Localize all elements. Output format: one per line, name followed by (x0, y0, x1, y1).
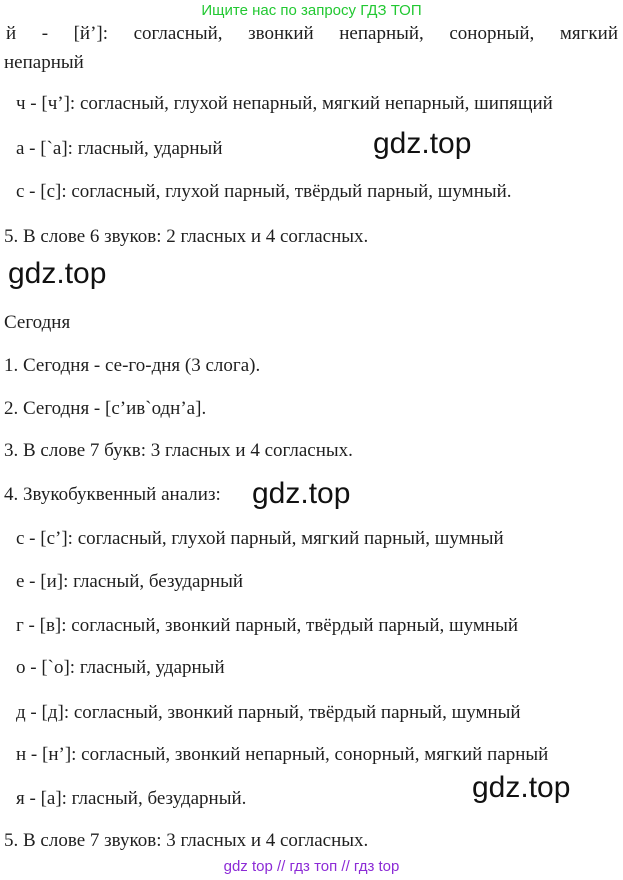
text-line-19: 5. В слове 7 звуков: 3 гласных и 4 согласных. (4, 830, 369, 851)
header-banner: Ищите нас по запросу ГДЗ ТОП (201, 2, 422, 19)
text-line-13: е - [и]: гласный, безударный (16, 571, 244, 592)
watermark-1: gdz.top (373, 127, 472, 160)
text-line-9: 2. Сегодня - [с’ив`одн’а]. (4, 398, 207, 419)
text-line-1: й - [й’]: согласный, звонкий непарный, сонорный, мягкий (6, 23, 618, 44)
text-line-7: Сегодня (4, 312, 71, 333)
text-line-2: непарный (4, 52, 84, 73)
text-line-3: ч - [ч’]: согласный, глухой непарный, мягкий непарный, шипящий (16, 93, 553, 114)
text-line-11: 4. Звукобуквенный анализ: (4, 484, 221, 505)
text-line-5: с - [с]: согласный, глухой парный, твёрдый парный, шумный. (16, 181, 512, 202)
text-line-4: а - [`а]: гласный, ударный (16, 138, 223, 159)
watermark-2: gdz.top (8, 257, 107, 290)
text-line-14: г - [в]: согласный, звонкий парный, твёрдый парный, шумный (16, 615, 519, 636)
footer-banner: gdz top // гдз топ // гдз top (223, 858, 400, 875)
watermark-4: gdz.top (472, 771, 571, 804)
text-line-18: я - [а]: гласный, безударный. (16, 788, 247, 809)
text-line-6: 5. В слове 6 звуков: 2 гласных и 4 согласных. (4, 226, 369, 247)
text-line-8: 1. Сегодня - се-го-дня (3 слога). (4, 355, 261, 376)
text-line-10: 3. В слове 7 букв: 3 гласных и 4 согласных. (4, 440, 353, 461)
text-line-16: д - [д]: согласный, звонкий парный, твёрдый парный, шумный (16, 702, 521, 723)
text-line-17: н - [н’]: согласный, звонкий непарный, сонорный, мягкий парный (16, 744, 549, 765)
watermark-3: gdz.top (252, 477, 351, 510)
text-line-15: о - [`о]: гласный, ударный (16, 657, 225, 678)
text-line-12: с - [с’]: согласный, глухой парный, мягкий парный, шумный (16, 528, 504, 549)
